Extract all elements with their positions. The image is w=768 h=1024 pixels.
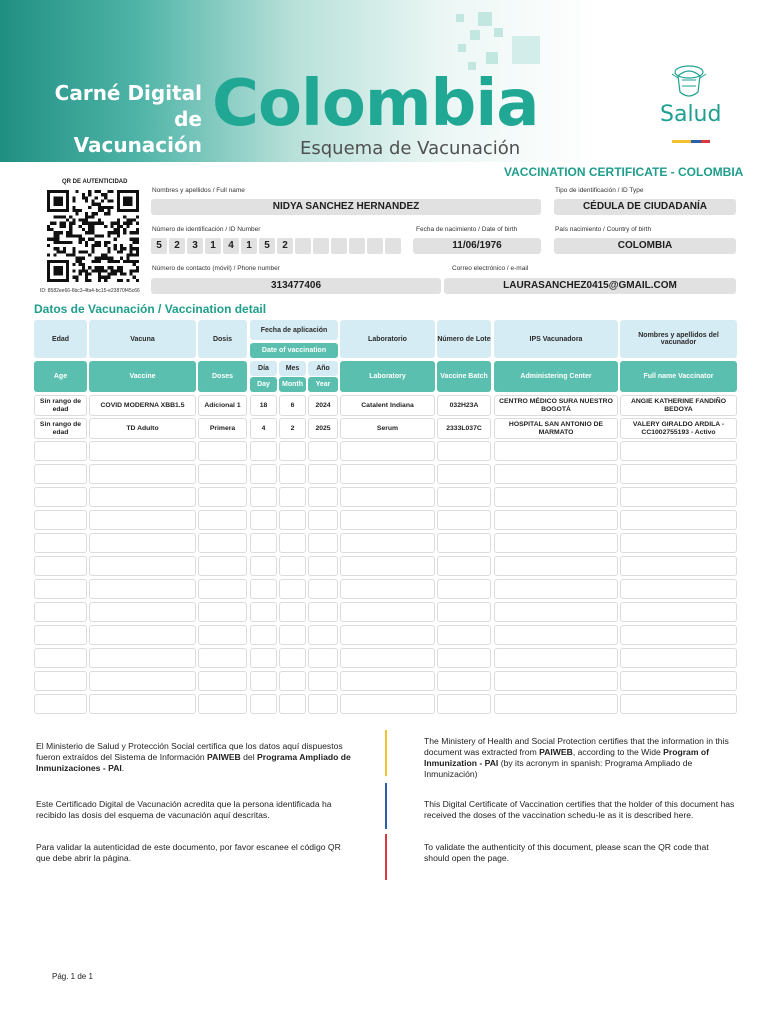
empty-cell [89,464,196,484]
empty-cell [89,648,196,668]
empty-cell [494,579,618,599]
cell-vaccinator: VALERY GIRALDO ARDILA - CC1002755193 - Activo [620,418,737,439]
legal-en-3: To validate the authenticity of this document, please scan the QR code that should open the page. [424,842,709,863]
empty-cell [620,487,737,507]
flag-bar [672,140,710,143]
empty-cell [437,648,491,668]
empty-cell [494,648,618,668]
qr-label: QR DE AUTENTICIDAD [62,179,128,185]
empty-cell [340,464,435,484]
cell-vaccine: TD Adulto [89,418,196,439]
cell-batch: 2333L037C [437,418,491,439]
empty-cell [198,556,247,576]
header-dosis: Dosis [198,320,247,358]
empty-cell [437,694,491,714]
empty-cell [279,533,306,553]
empty-cell [279,487,306,507]
legal-en-2: This Digital Certificate of Vaccination certifies that the holder of this document has received the doses of the vaccination schedu-le as it is described here. [424,799,735,820]
esquema-subtitle: Esquema de Vacunación [300,138,521,159]
header-vacunador: Nombres y apellidos del vacunador [620,320,737,358]
legal-es-3: Para validar la autenticidad de este documento, por favor escanee el código QR que debe abrir la página. [36,842,341,863]
id-digit [385,238,401,254]
empty-cell [198,533,247,553]
empty-cell [308,625,338,645]
empty-cell [620,510,737,530]
empty-cell [34,487,87,507]
empty-cell [620,625,737,645]
id-digit: 5 [259,238,275,254]
empty-cell [250,510,277,530]
empty-cell [34,441,87,461]
empty-cell [198,464,247,484]
empty-cell [308,671,338,691]
empty-cell [250,579,277,599]
empty-cell [89,441,196,461]
id-digit: 5 [151,238,167,254]
empty-cell [250,464,277,484]
empty-cell [89,579,196,599]
empty-cell [250,556,277,576]
cell-lab: Serum [340,418,435,439]
empty-cell [437,602,491,622]
cell-month: 2 [279,418,306,439]
empty-cell [89,487,196,507]
empty-cell [89,625,196,645]
empty-cell [279,441,306,461]
empty-cell [494,464,618,484]
empty-cell [494,625,618,645]
empty-cell [437,671,491,691]
empty-cell [198,579,247,599]
empty-cell [89,694,196,714]
empty-cell [198,694,247,714]
phone-value: 313477406 [151,278,441,294]
empty-cell [308,533,338,553]
empty-cell [279,671,306,691]
empty-cell [279,556,306,576]
header-date-part-en: Day [250,377,277,392]
empty-cell [89,556,196,576]
empty-cell [494,510,618,530]
empty-cell [308,556,338,576]
empty-cell [437,579,491,599]
header-edad: Edad [34,320,87,358]
empty-cell [308,464,338,484]
empty-cell [494,671,618,691]
carne-digital-title: Carné Digital de Vacunación [54,81,202,157]
id-digit: 2 [169,238,185,254]
empty-cell [89,671,196,691]
empty-cell [198,648,247,668]
empty-cell [437,533,491,553]
id-digit [295,238,311,254]
email-value: LAURASANCHEZ0415@GMAIL.COM [444,278,736,294]
empty-cell [34,464,87,484]
empty-cell [89,533,196,553]
header-ips: IPS Vacunadora [494,320,618,358]
header-date-part: Año [308,361,338,376]
empty-cell [250,648,277,668]
empty-cell [494,602,618,622]
header-banner [0,0,768,162]
id-digit: 2 [277,238,293,254]
cell-year: 2025 [308,418,338,439]
empty-cell [198,510,247,530]
empty-cell [308,579,338,599]
legal-es-2: Este Certificado Digital de Vacunación acredita que la persona identificada ha recibido las dosis del esquema de vacunación aquí descritas. [36,799,332,820]
certificate-title: VACCINATION CERTIFICATE - COLOMBIA [504,165,744,179]
empty-cell [198,487,247,507]
empty-cell [250,487,277,507]
empty-cell [34,533,87,553]
empty-cell [437,487,491,507]
header-date-part: Mes [279,361,306,376]
cell-center: CENTRO MÉDICO SURA NUESTRO BOGOTÁ [494,395,618,416]
cell-month: 6 [279,395,306,416]
id-digit: 1 [241,238,257,254]
empty-cell [198,441,247,461]
empty-cell [250,533,277,553]
empty-cell [340,556,435,576]
cell-dose: Adicional 1 [198,395,247,416]
empty-cell [89,602,196,622]
header-lote: Número de Lote [437,320,491,358]
cell-age: Sin rango de edad [34,395,87,416]
birth-label: Fecha de nacimiento / Date of birth [416,226,518,233]
empty-cell [34,625,87,645]
empty-cell [308,648,338,668]
cell-day: 4 [250,418,277,439]
header-date-part-en: Year [308,377,338,392]
empty-cell [250,441,277,461]
id-digit: 3 [187,238,203,254]
cell-day: 18 [250,395,277,416]
id-type-value: CÉDULA DE CIUDADANÍA [554,199,736,215]
empty-cell [34,510,87,530]
header-batch: Vaccine Batch [437,361,491,392]
cell-year: 2024 [308,395,338,416]
header-laboratorio: Laboratorio [340,320,435,358]
empty-cell [250,671,277,691]
colombia-title: Colombia [212,67,539,141]
salud-logo-text: Salud [660,102,722,127]
full-name-label: Nombres y apellidos / Full name [152,187,245,194]
cell-vaccine: COVID MODERNA XBB1.5 [89,395,196,416]
red-divider [385,834,387,880]
empty-cell [340,625,435,645]
empty-cell [340,533,435,553]
empty-cell [494,533,618,553]
id-number-digits [151,238,401,254]
legal-es-1: El Ministerio de Salud y Protección Social certifica que los datos aquí dispuestos fueron extraídos del Sistema de Información PAIWEB del Programa Ampliado de Inmunizaciones - PAI. [36,741,351,773]
empty-cell [308,602,338,622]
empty-cell [437,464,491,484]
header-vacuna: Vacuna [89,320,196,358]
header-laboratory: Laboratory [340,361,435,392]
birth-value: 11/06/1976 [413,238,541,254]
empty-cell [620,671,737,691]
empty-cell [494,556,618,576]
empty-cell [308,510,338,530]
empty-cell [308,694,338,714]
empty-cell [34,648,87,668]
empty-cell [620,648,737,668]
cell-dose: Primera [198,418,247,439]
email-label: Correo electrónico / e-mail [452,265,529,272]
empty-cell [494,694,618,714]
header-date-part: Día [250,361,277,376]
id-digit [349,238,365,254]
cell-center: HOSPITAL SAN ANTONIO DE MARMATO [494,418,618,439]
empty-cell [340,648,435,668]
empty-cell [494,487,618,507]
qr-id: ID: 8582ee66-6bc3-4fa4-bc15-e23870f45c66 [40,288,140,294]
cell-age: Sin rango de edad [34,418,87,439]
cell-vaccinator: ANGIE KATHERINE FANDIÑO BEDOYA [620,395,737,416]
empty-cell [620,441,737,461]
empty-cell [34,694,87,714]
empty-cell [340,602,435,622]
header-fecha-sub: Date of vaccination [250,343,338,358]
empty-cell [34,556,87,576]
full-name-value: NIDYA SANCHEZ HERNANDEZ [151,199,541,215]
empty-cell [279,648,306,668]
empty-cell [437,441,491,461]
empty-cell [279,602,306,622]
header-vaccine: Vaccine [89,361,196,392]
cell-batch: 032H23A [437,395,491,416]
cell-lab: Catalent Indiana [340,395,435,416]
empty-cell [620,602,737,622]
country-label: País nacimiento / Country of birth [555,226,652,233]
id-type-label: Tipo de identificación / ID Type [555,187,644,194]
id-number-label: Número de identificación / ID Number [152,226,261,233]
header-date-part-en: Month [279,377,306,392]
vaccination-section-title: Datos de Vacunación / Vaccination detail [34,302,267,316]
empty-cell [250,625,277,645]
coat-of-arms-icon [670,62,708,102]
empty-cell [279,579,306,599]
header-fecha: Fecha de aplicación [250,320,338,340]
empty-cell [34,579,87,599]
empty-cell [279,510,306,530]
id-digit [331,238,347,254]
header-vaccinator: Full name Vaccinator [620,361,737,392]
id-digit: 4 [223,238,239,254]
empty-cell [250,694,277,714]
empty-cell [250,602,277,622]
header-doses: Doses [198,361,247,392]
empty-cell [620,556,737,576]
empty-cell [279,625,306,645]
empty-cell [340,671,435,691]
empty-cell [340,487,435,507]
empty-cell [89,510,196,530]
empty-cell [308,441,338,461]
empty-cell [279,694,306,714]
id-digit: 1 [205,238,221,254]
empty-cell [437,556,491,576]
empty-cell [437,510,491,530]
country-value: COLOMBIA [554,238,736,254]
empty-cell [620,464,737,484]
empty-cell [340,694,435,714]
phone-label: Número de contacto (móvil) / Phone number [152,265,280,272]
empty-cell [308,487,338,507]
empty-cell [620,694,737,714]
empty-cell [34,602,87,622]
page-number: Pág. 1 de 1 [52,972,93,981]
empty-cell [620,579,737,599]
empty-cell [34,671,87,691]
yellow-divider [385,730,387,776]
header-center: Administering Center [494,361,618,392]
blue-divider [385,783,387,829]
empty-cell [198,625,247,645]
empty-cell [340,579,435,599]
id-digit [367,238,383,254]
empty-cell [198,671,247,691]
header-age: Age [34,361,87,392]
id-digit [313,238,329,254]
empty-cell [494,441,618,461]
empty-cell [340,510,435,530]
empty-cell [279,464,306,484]
legal-en-1: The Ministery of Health and Social Protection certifies that the information in this document was extracted from PAIWEB, according to the Wide Program of Inmunization - PAI (by its acronym in spanish: Programa Ampliado de Inmunización) [424,736,729,779]
empty-cell [198,602,247,622]
empty-cell [340,441,435,461]
empty-cell [437,625,491,645]
qr-code-icon [47,188,139,284]
empty-cell [620,533,737,553]
